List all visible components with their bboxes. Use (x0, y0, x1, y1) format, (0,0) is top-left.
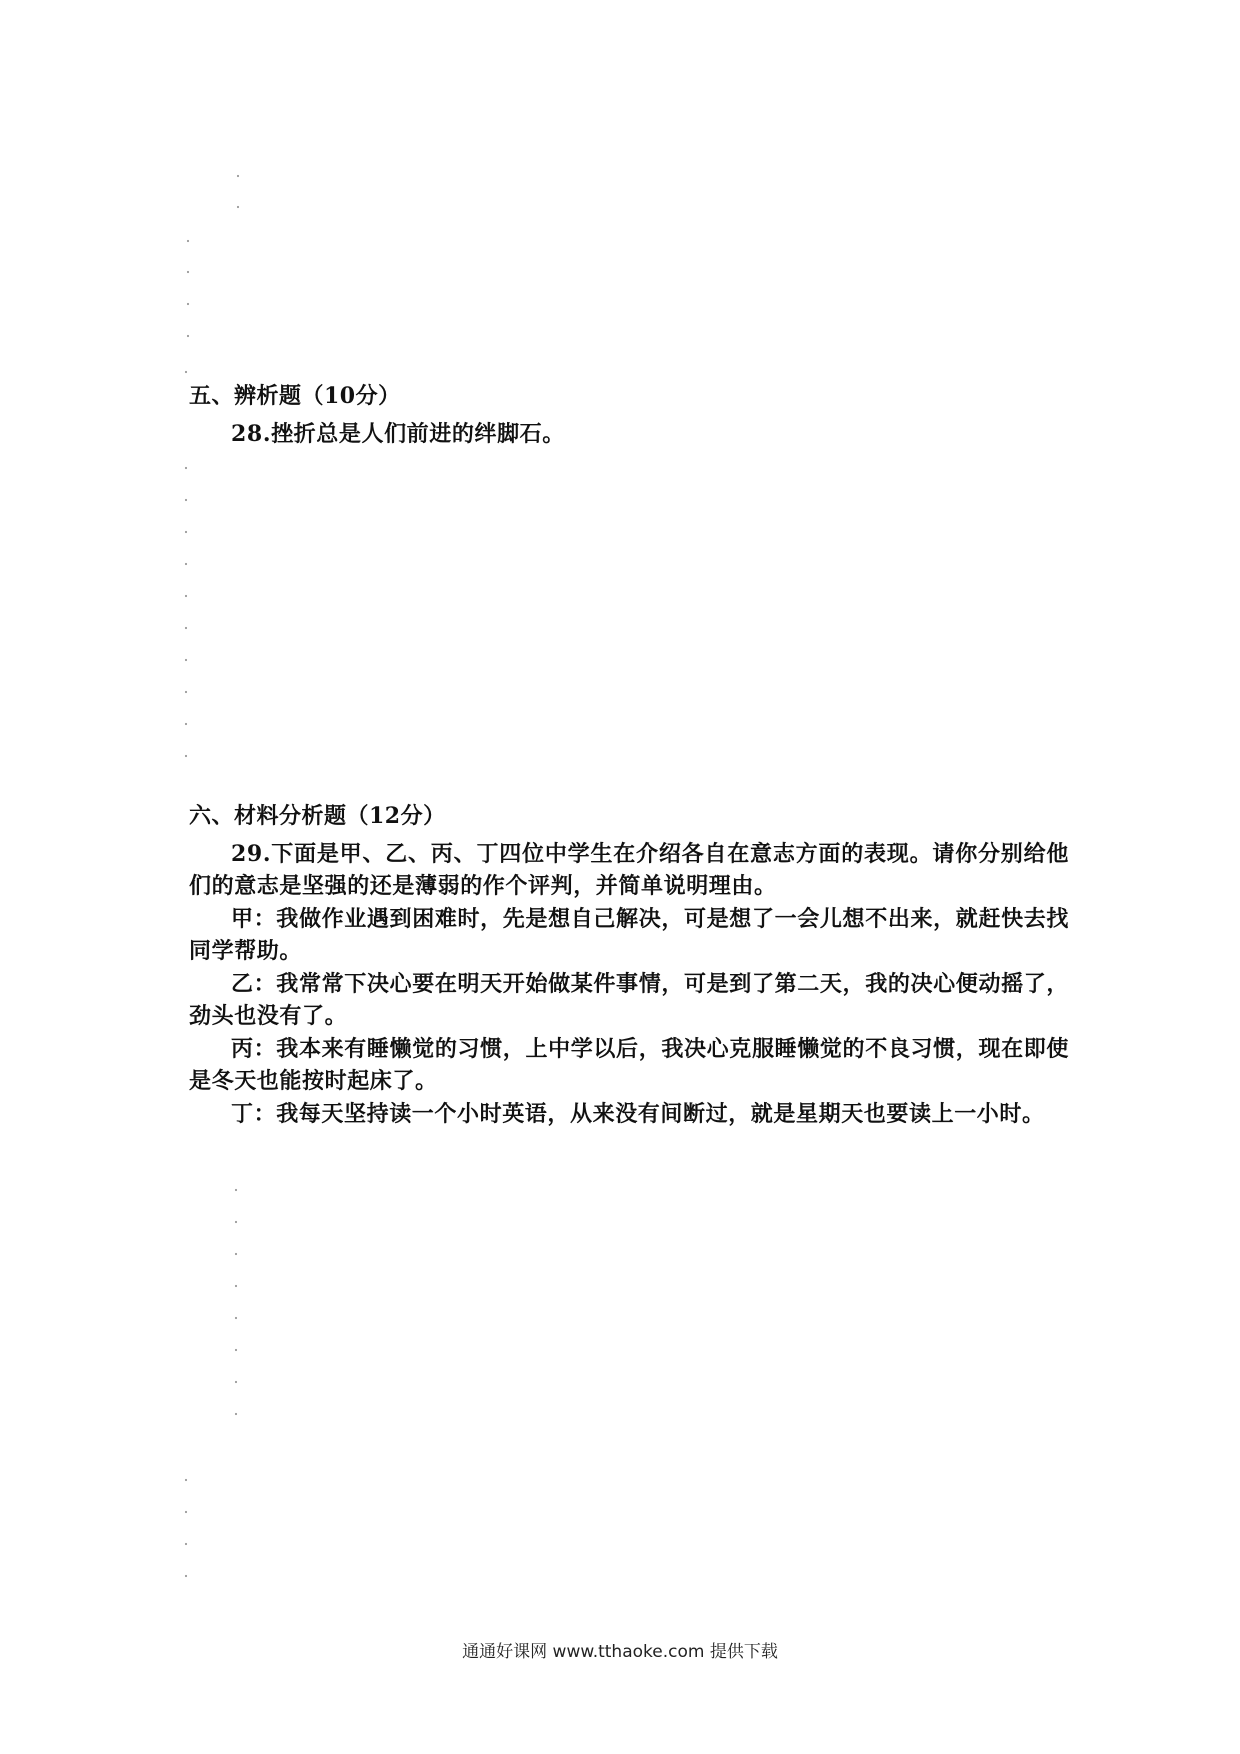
scan-dot (185, 659, 187, 661)
scan-dot (187, 335, 189, 337)
scan-dot (235, 1253, 237, 1255)
footer-download-note: 通通好课网 www.tthaoke.com 提供下载 (462, 1642, 778, 1662)
scan-dot (185, 499, 187, 501)
scan-dot (235, 1285, 237, 1287)
question-number: 29. (231, 841, 272, 867)
scan-dot (185, 1575, 187, 1577)
scan-dot (185, 467, 187, 469)
statement-bing: 丙：我本来有睡懒觉的习惯，上中学以后，我决心克服睡懒觉的不良习惯，现在即使是冬天也能按时起床了。 (189, 1036, 1069, 1094)
scan-dot (187, 240, 189, 242)
question-stem: 下面是甲、乙、丙、丁四位中学生在介绍各自在意志方面的表现。请你分别给他们的意志是坚强的还是薄弱的作个评判，并简单说明理由。 (189, 841, 1069, 899)
statement-jia: 甲：我做作业遇到困难时，先是想自己解决，可是想了一会儿想不出来，就赶快去找同学帮助。 (189, 906, 1069, 964)
scan-dot (185, 755, 187, 757)
scan-dot (237, 206, 239, 208)
question-28 (189, 418, 1069, 450)
scan-dot (185, 627, 187, 629)
scan-dot (185, 723, 187, 725)
scan-dot (185, 1543, 187, 1545)
scan-dot (185, 371, 187, 373)
statement-ding: 丁：我每天坚持读一个小时英语，从来没有间断过，就是星期天也要读上一小时。 (231, 1101, 1045, 1127)
scan-dot (235, 1221, 237, 1223)
scan-dot (237, 175, 239, 177)
scan-dot (187, 271, 189, 273)
scan-dot (185, 1479, 187, 1481)
question-28-text (189, 418, 1069, 450)
question-stem: 挫折总是人们前进的绊脚石。 (271, 421, 565, 447)
scan-dot (235, 1317, 237, 1319)
question-number: 28. (231, 421, 272, 447)
scan-dot (185, 595, 187, 597)
question-29-stem (189, 838, 1069, 902)
section-heading-bianxi: 五、辨析题（10分） (189, 383, 401, 409)
scan-dot (235, 1349, 237, 1351)
question-29 (189, 838, 1069, 1131)
section-heading-cailiao: 六、材料分析题（12分） (189, 803, 446, 829)
scan-dot (235, 1413, 237, 1415)
scan-dot (235, 1381, 237, 1383)
scan-dot (185, 691, 187, 693)
scan-dot (185, 531, 187, 533)
scan-dot (187, 303, 189, 305)
statement-yi: 乙：我常常下决心要在明天开始做某件事情，可是到了第二天，我的决心便动摇了，劲头也没有了。 (189, 971, 1069, 1029)
scan-dot (185, 563, 187, 565)
scan-dot (235, 1189, 237, 1191)
scan-dot (185, 1511, 187, 1513)
